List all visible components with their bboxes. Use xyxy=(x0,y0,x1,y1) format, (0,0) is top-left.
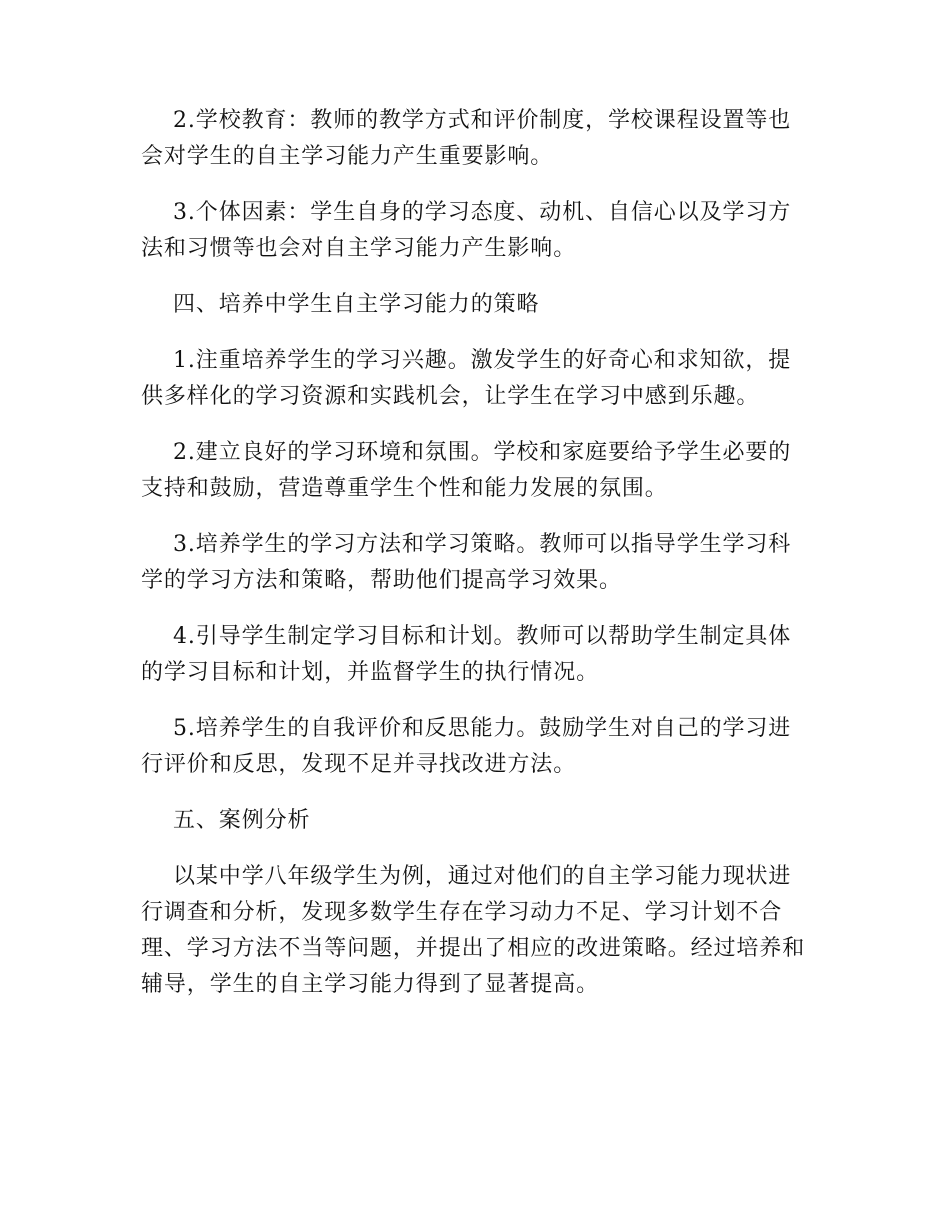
paragraph-strategy-3: 3.培养学生的学习方法和学习策略。教师可以指导学生学习科学的学习方法和策略，帮助他们提高学习效果。 xyxy=(141,532,792,593)
paragraph-strategy-5: 5.培养学生的自我评价和反思能力。鼓励学生对自己的学习进行评价和反思，发现不足并寻找改进方法。 xyxy=(141,716,792,777)
paragraph-school-education: 2.学校教育：教师的教学方式和评价制度，学校课程设置等也会对学生的自主学习能力产生重要影响。 xyxy=(141,108,792,169)
paragraph-strategy-1: 1.注重培养学生的学习兴趣。激发学生的好奇心和求知欲，提供多样化的学习资源和实践机会，让学生在学习中感到乐趣。 xyxy=(141,348,792,409)
paragraph-individual-factors: 3.个体因素：学生自身的学习态度、动机、自信心以及学习方法和习惯等也会对自主学习能力产生影响。 xyxy=(141,200,792,261)
paragraph-case-analysis: 以某中学八年级学生为例，通过对他们的自主学习能力现状进行调查和分析，发现多数学生存在学习动力不足、学习计划不合理、学习方法不当等问题，并提出了相应的改进策略。经过培养和辅导，学生的自主学习能力得到了显著提高。 xyxy=(141,864,806,997)
paragraph-strategy-2: 2.建立良好的学习环境和氛围。学校和家庭要给予学生必要的支持和鼓励，营造尊重学生个性和能力发展的氛围。 xyxy=(141,440,792,501)
section-heading-case-analysis: 五、案例分析 xyxy=(173,808,311,833)
section-heading-strategies: 四、培养中学生自主学习能力的策略 xyxy=(173,292,540,317)
paragraph-strategy-4: 4.引导学生制定学习目标和计划。教师可以帮助学生制定具体的学习目标和计划，并监督学生的执行情况。 xyxy=(141,624,792,685)
